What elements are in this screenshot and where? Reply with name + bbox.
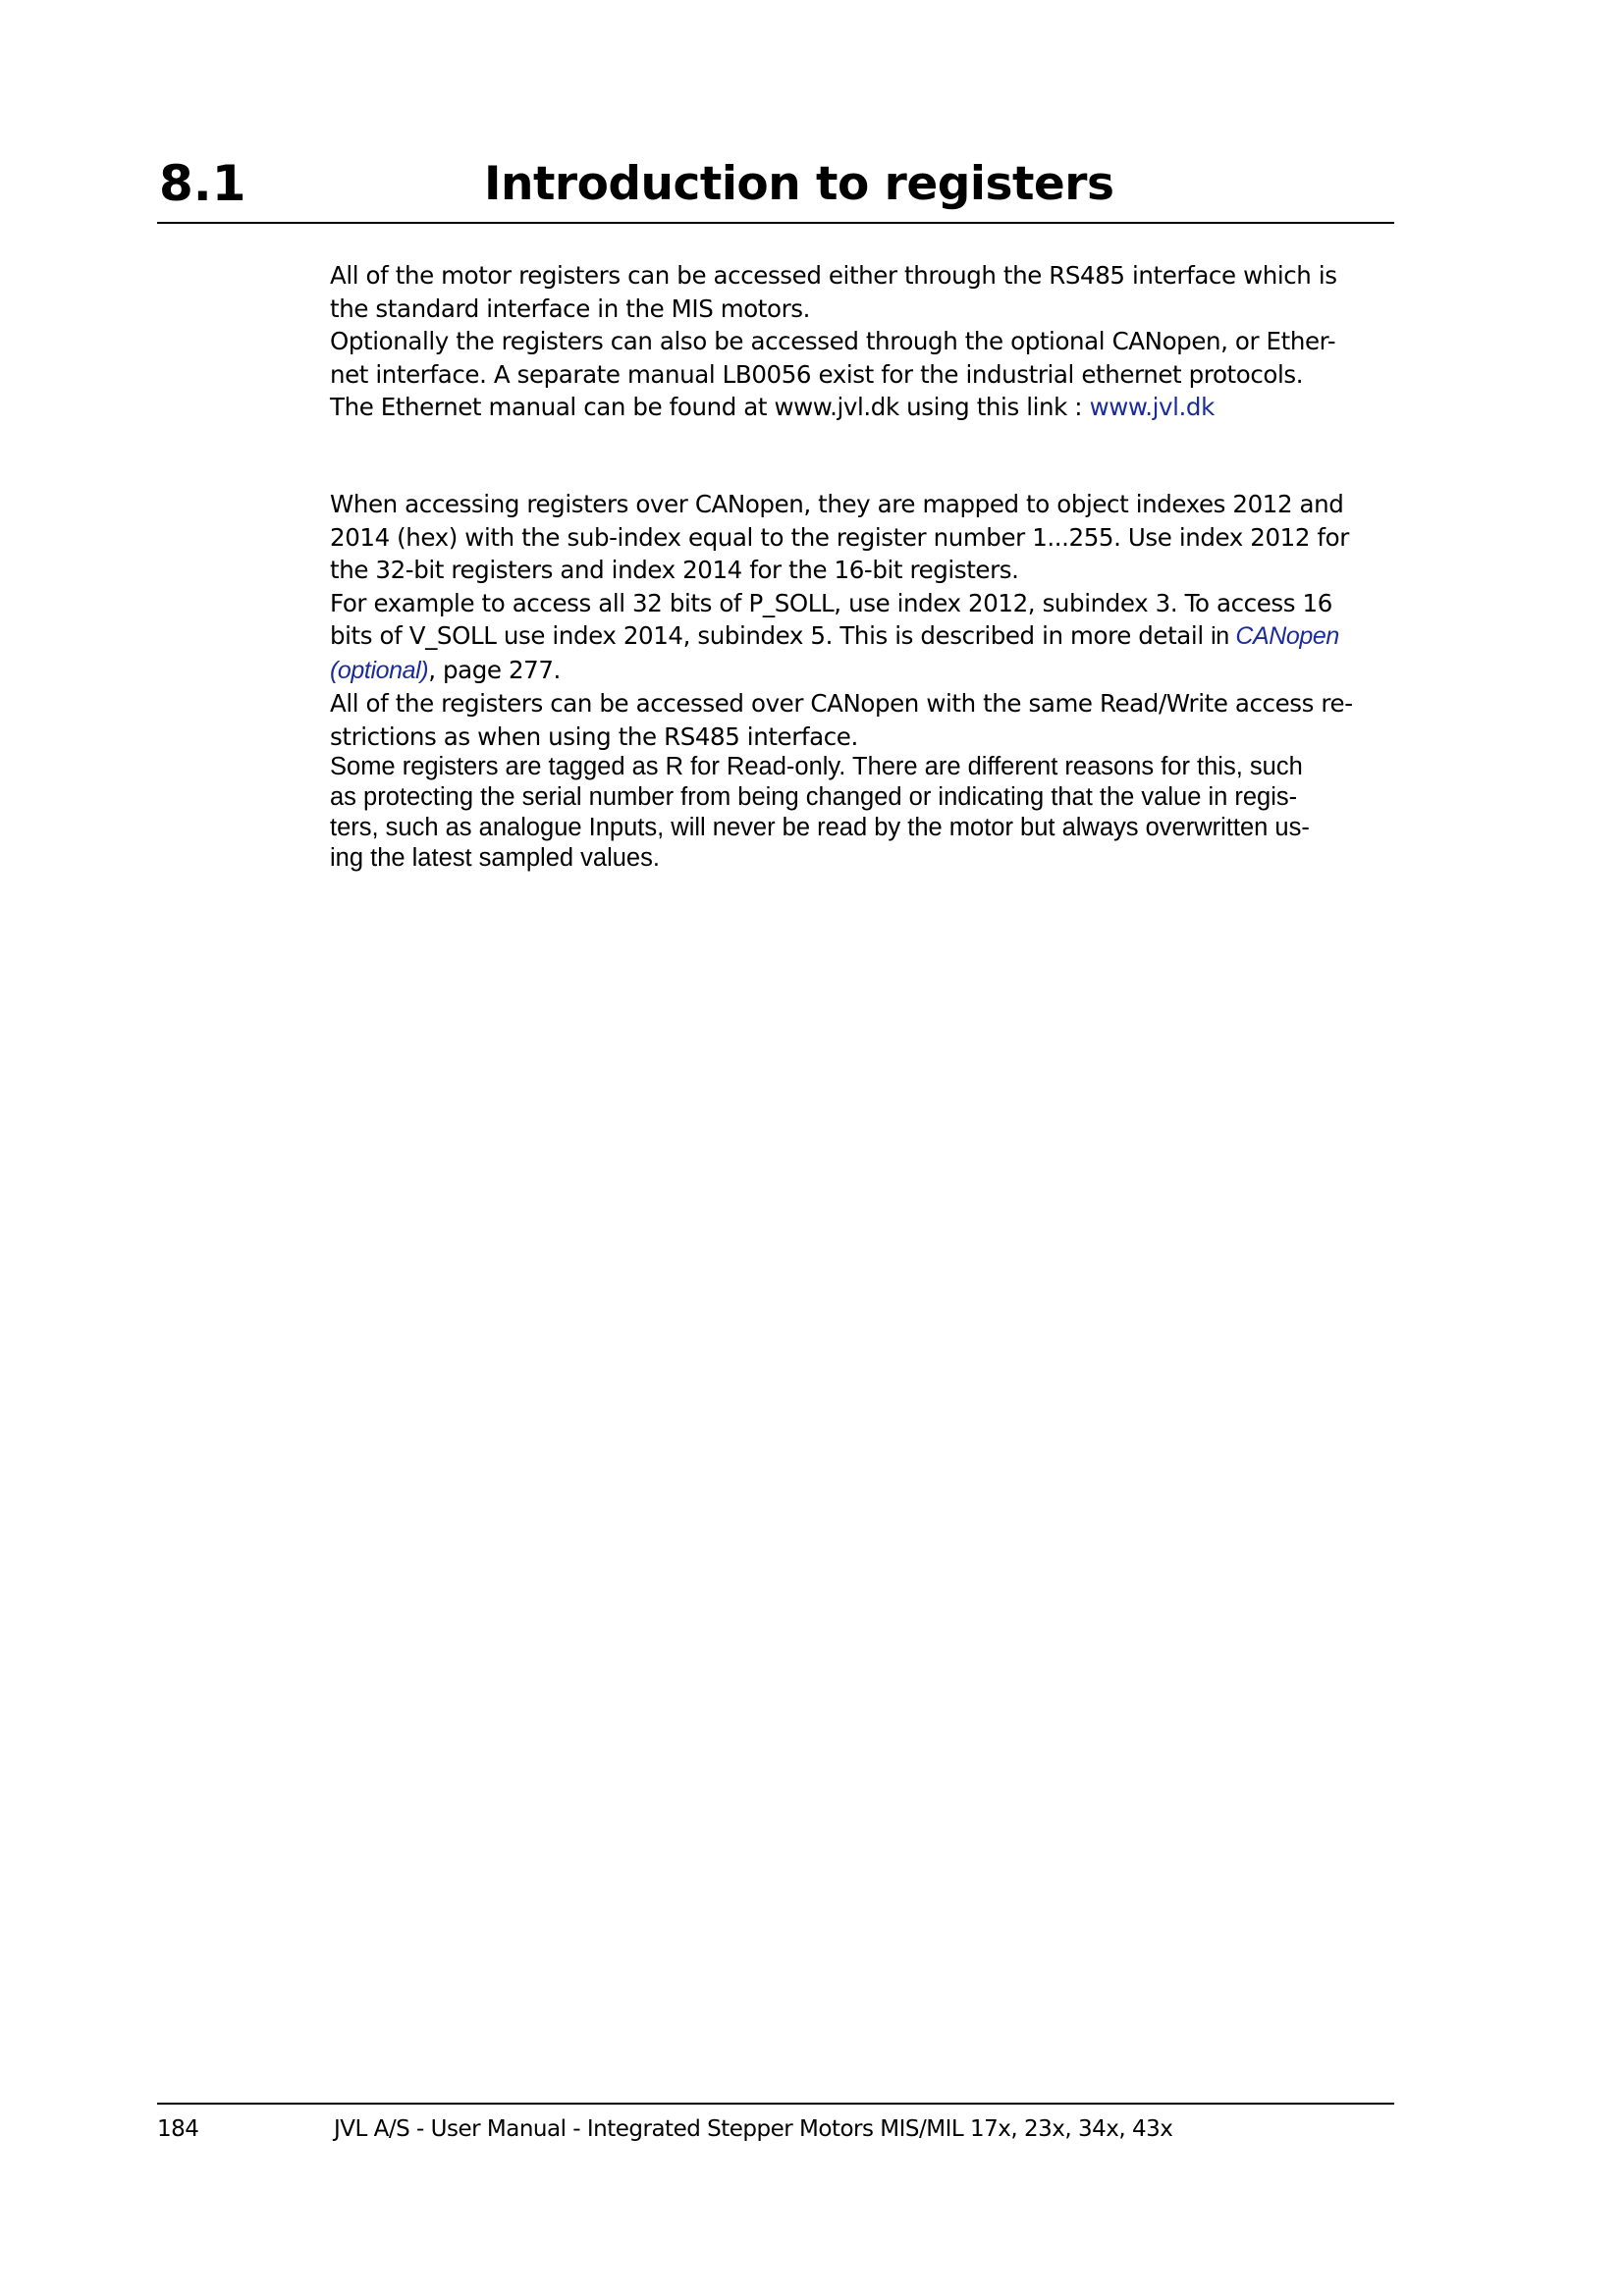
page-number: 184 bbox=[157, 2116, 199, 2142]
text-line: All of the registers can be accessed over CANopen with the same Read/Write access re- bbox=[330, 689, 1353, 718]
section-number: 8.1 bbox=[159, 155, 246, 212]
text-line: All of the motor registers can be accessed either through the RS485 interface which is bbox=[330, 261, 1337, 290]
text-line: ters, such as analogue Inputs, will never be read by the motor but always overwritten us- bbox=[330, 814, 1310, 841]
section-title: Introduction to registers bbox=[484, 157, 1114, 211]
text-line bbox=[330, 654, 1395, 688]
paragraph-readonly bbox=[330, 752, 1395, 874]
text-line: 2014 (hex) with the sub-index equal to the register number 1...255. Use index 2012 for bbox=[330, 522, 1349, 552]
text-span: in bbox=[1211, 622, 1236, 650]
text-line bbox=[330, 619, 1395, 654]
text-line: Optionally the registers can also be accessed through the optional CANopen, or Ether- bbox=[330, 327, 1336, 355]
footer-divider bbox=[157, 2103, 1394, 2105]
canopen-section-link-cont[interactable]: (optional) bbox=[330, 656, 429, 684]
canopen-section-link[interactable]: CANopen bbox=[1235, 622, 1339, 650]
text-line: Some registers are tagged as R for Read-only. There are different reasons for this, such bbox=[330, 753, 1303, 780]
paragraph-canopen bbox=[330, 488, 1395, 753]
text-line: net interface. A separate manual LB0056 exist for the industrial ethernet protocols. bbox=[330, 359, 1304, 389]
footer-title: JVL A/S - User Manual - Integrated Stepper Motors MIS/MIL 17x, 23x, 34x, 43x bbox=[334, 2116, 1173, 2142]
text-line bbox=[330, 391, 1395, 424]
text-line: ing the latest sampled values. bbox=[330, 844, 660, 872]
text-span: bits of V_SOLL use index 2014, subindex 5. This is described in more detail bbox=[330, 621, 1212, 650]
text-span: , page 277. bbox=[428, 655, 561, 684]
jvl-website-link[interactable]: www.jvl.dk bbox=[1089, 393, 1215, 421]
section-heading bbox=[157, 157, 1394, 224]
text-line: as protecting the serial number from being changed or indicating that the value in regis- bbox=[330, 783, 1298, 811]
text-line: For example to access all 32 bits of P_SOLL, use index 2012, subindex 3. To access 16 bbox=[330, 588, 1332, 617]
text-line: the standard interface in the MIS motors. bbox=[330, 294, 811, 323]
text-span: The Ethernet manual can be found at www.jvl.dk using this link : bbox=[330, 393, 1090, 421]
text-line: When accessing registers over CANopen, they are mapped to object indexes 2012 and bbox=[330, 490, 1344, 518]
paragraph-intro bbox=[330, 259, 1395, 424]
text-line: the 32-bit registers and index 2014 for the 16-bit registers. bbox=[330, 556, 1019, 584]
text-line: strictions as when using the RS485 interface. bbox=[330, 721, 858, 751]
